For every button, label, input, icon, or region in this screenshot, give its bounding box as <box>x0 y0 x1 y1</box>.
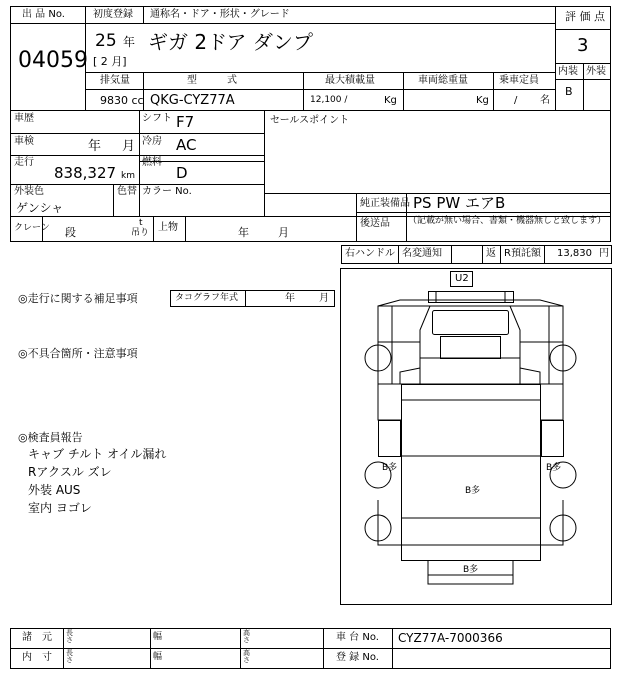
score-label: 評 価 点 <box>565 10 605 23</box>
color-value: ゲンシャ <box>16 201 64 215</box>
exterior-label: 外装 <box>586 66 606 77</box>
interior-label: 内装 <box>558 66 578 77</box>
capacity-unit: 名 <box>540 95 550 106</box>
first-reg-year: 25 <box>95 31 117 51</box>
width-label: 幅 <box>153 632 163 642</box>
color-no-label: カラー No. <box>142 186 192 197</box>
inspection-year: 年 <box>88 139 102 154</box>
interior-score: B <box>565 85 573 98</box>
displacement: 9830 cc <box>100 94 144 107</box>
gross-weight-unit: Kg <box>476 95 489 106</box>
right-hand-flag: 右ハンドル <box>345 248 395 259</box>
inspector-line: Rアクスル ズレ <box>28 465 112 479</box>
driving-notes-label: ◎走行に関する補足事項 <box>18 292 138 305</box>
history-label: 車歴 <box>14 113 34 124</box>
color-code-label: 色替 <box>117 186 137 197</box>
mileage-label: 走行 <box>14 157 34 168</box>
lot-number: 04059 <box>18 48 88 73</box>
r-deposit-unit: 円 <box>599 248 609 259</box>
tacho-label: タコグラフ年式 <box>175 293 239 303</box>
registration-label: 登 録 No. <box>336 652 379 663</box>
length-label: 長さ <box>66 629 73 644</box>
r-deposit-label: R預託額 <box>504 248 541 259</box>
aircon-label: 冷房 <box>142 136 162 147</box>
r-deposit-value: 13,830 <box>557 248 592 259</box>
tacho-year: 年 <box>285 293 295 304</box>
car-name: ギガ 2ドア ダンプ <box>148 30 314 54</box>
first-reg-month: [ 2 月] <box>93 55 127 68</box>
inspector-line: 外装 AUS <box>28 483 81 497</box>
accessories-note: （記載が無い場合、書類・機器無しと致します） <box>408 216 607 226</box>
capacity-slash: / <box>514 95 518 106</box>
capacity-label: 乗車定員 <box>499 75 539 86</box>
spec-label: 諸 元 <box>22 632 52 643</box>
max-load-unit: Kg <box>384 95 397 106</box>
inspection-label: 車検 <box>14 136 34 147</box>
shift-label: シフト <box>142 113 172 124</box>
truck-diagram <box>365 272 576 585</box>
crane-t: t <box>139 218 143 228</box>
model-label: 型 式 <box>187 75 237 86</box>
body-month: 月 <box>278 226 289 239</box>
refund-flag: 返 <box>486 248 496 259</box>
sales-point-label: セールスポイント <box>270 115 350 126</box>
equipment-value: PS PW エアB <box>413 194 506 212</box>
accessories-label: 後送品 <box>360 218 390 229</box>
name-change-flag: 名変通知 <box>402 248 442 259</box>
car-name-label: 通称名・ドア・形状・グレード <box>150 9 290 20</box>
body-year: 年 <box>238 226 249 239</box>
width-label-inner: 幅 <box>153 652 163 662</box>
crane-stage: 段 <box>65 226 76 239</box>
body-label: 上物 <box>158 222 178 233</box>
inspector-line: キャブ チルト オイル漏れ <box>28 447 167 461</box>
mark-right: B多 <box>546 463 562 473</box>
first-reg-label: 初度登録 <box>93 9 133 20</box>
inspector-label: ◎検査員報告 <box>18 431 83 444</box>
length-label-inner: 長さ <box>66 649 73 664</box>
year-unit: 年 <box>123 35 136 49</box>
mileage-value: 838,327 <box>54 164 117 182</box>
inspector-line: 室内 ヨゴレ <box>28 501 92 515</box>
u2-tag: U2 <box>455 273 469 284</box>
mark-rear: B多 <box>463 565 479 575</box>
crane-lift: 吊り <box>131 228 150 238</box>
max-load-label: 最大積載量 <box>325 75 375 86</box>
mileage-unit: km <box>121 171 135 181</box>
fuel-label: 燃料 <box>142 157 162 168</box>
mark-center: B多 <box>465 486 481 496</box>
mark-left: B多 <box>382 463 398 473</box>
defects-label: ◎不具合箇所・注意事項 <box>18 347 138 360</box>
fuel-value: D <box>176 164 188 182</box>
crane-label: クレーン <box>14 223 50 233</box>
score-value: 3 <box>577 35 589 56</box>
shift-value: F7 <box>176 113 195 131</box>
tacho-month: 月 <box>319 293 329 304</box>
aircon-value: AC <box>176 136 197 154</box>
chassis-number: CYZ77A-7000366 <box>398 631 503 645</box>
height-label: 高さ <box>243 629 250 644</box>
model-code: QKG-CYZ77A <box>150 93 235 108</box>
max-load: 12,100 / <box>310 95 348 105</box>
chassis-label: 車 台 No. <box>336 632 379 643</box>
color-label: 外装色 <box>14 186 44 197</box>
equipment-label: 純正装備品 <box>360 198 410 209</box>
gross-weight-label: 車両総重量 <box>418 75 468 86</box>
inspection-month: 月 <box>122 139 136 154</box>
inner-label: 内 寸 <box>22 652 52 663</box>
lot-label: 出 品 No. <box>22 9 65 20</box>
height-label-inner: 高さ <box>243 649 250 664</box>
displacement-label: 排気量 <box>100 75 130 86</box>
